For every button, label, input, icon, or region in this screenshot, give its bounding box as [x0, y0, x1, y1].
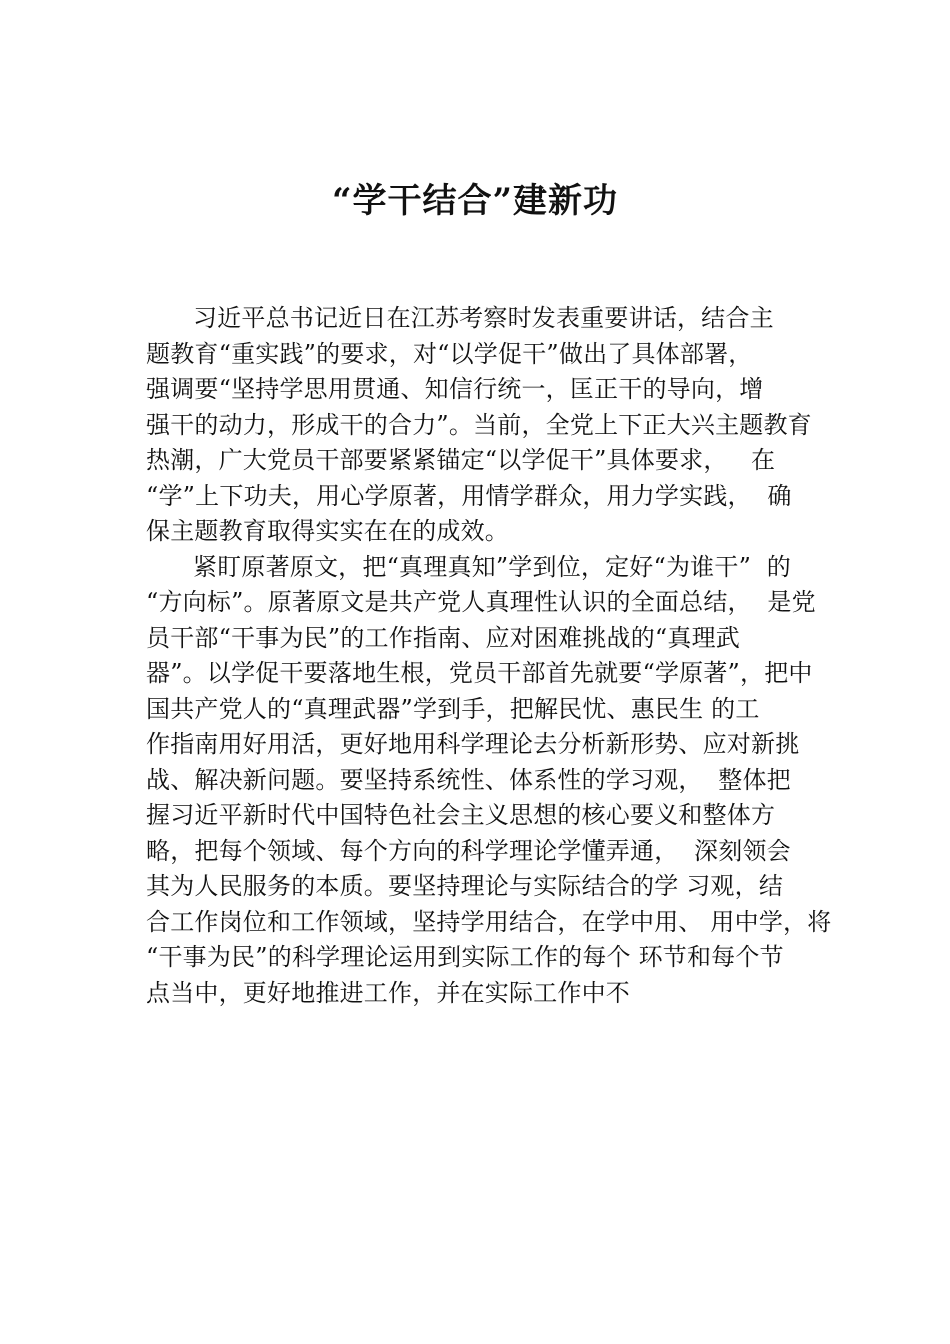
document-title: “学干结合”建新功 — [331, 181, 619, 221]
text-line: 战、解决新问题。要坚持系统性、体系性的学习观， 整体把 — [146, 765, 791, 794]
text-line: 点当中，更好地推进工作，并在实际工作中不 — [146, 978, 630, 1007]
text-line: 作指南用好用活，更好地用科学理论去分析新形势、应对新挑 — [146, 730, 800, 758]
text-line: 强干的动力，形成干的合力”。当前，全党上下正大兴主题教育 — [146, 410, 812, 439]
text-line: 国共产党人的“真理武器”学到手，把解民忧、惠民生 的工 — [146, 694, 760, 723]
text-line: 器”。以学促干要落地生根，党员干部首先就要“学原著”，把中 — [146, 659, 813, 687]
text-line: “学”上下功夫，用心学原著，用情学群众，用力学实践， 确 — [146, 481, 792, 510]
text-line: 习近平总书记近日在江苏考察时发表重要讲话，结合主 — [146, 304, 774, 332]
text-line: 合工作岗位和工作领域，坚持学用结合，在学中用、 用中学，将 — [146, 907, 832, 936]
text-line: 热潮，广大党员干部要紧紧锚定“以学促干”具体要求， 在 — [146, 446, 776, 474]
text-line: “方向标”。原著原文是共产党人真理性认识的全面总结， 是党 — [146, 588, 816, 616]
text-line: 员干部“干事为民”的工作指南、应对困难挑战的“真理武 — [146, 623, 741, 652]
paragraph-2 — [146, 550, 846, 1012]
text-line: 紧盯原著原文，把“真理真知”学到位，定好“为谁干” 的 — [146, 552, 791, 581]
text-line: 握习近平新时代中国特色社会主义思想的核心要义和整体方 — [146, 801, 776, 829]
paragraph-1 — [146, 301, 846, 550]
document-body — [146, 301, 846, 1011]
text-line: 其为人民服务的本质。要坚持理论与实际结合的学 习观，结 — [146, 872, 784, 900]
text-line: 强调要“坚持学思用贯通、知信行统一，匡正干的导向，增 — [146, 375, 764, 403]
text-line: 略，把每个领域、每个方向的科学理论学懂弄通， 深刻领会 — [146, 836, 791, 865]
text-line: “干事为民”的科学理论运用到实际工作的每个 环节和每个节 — [146, 943, 784, 971]
text-line: 题教育“重实践”的要求，对“以学促干”做出了具体部署， — [146, 339, 753, 368]
text-line: 保主题教育取得实实在在的成效。 — [146, 517, 509, 545]
